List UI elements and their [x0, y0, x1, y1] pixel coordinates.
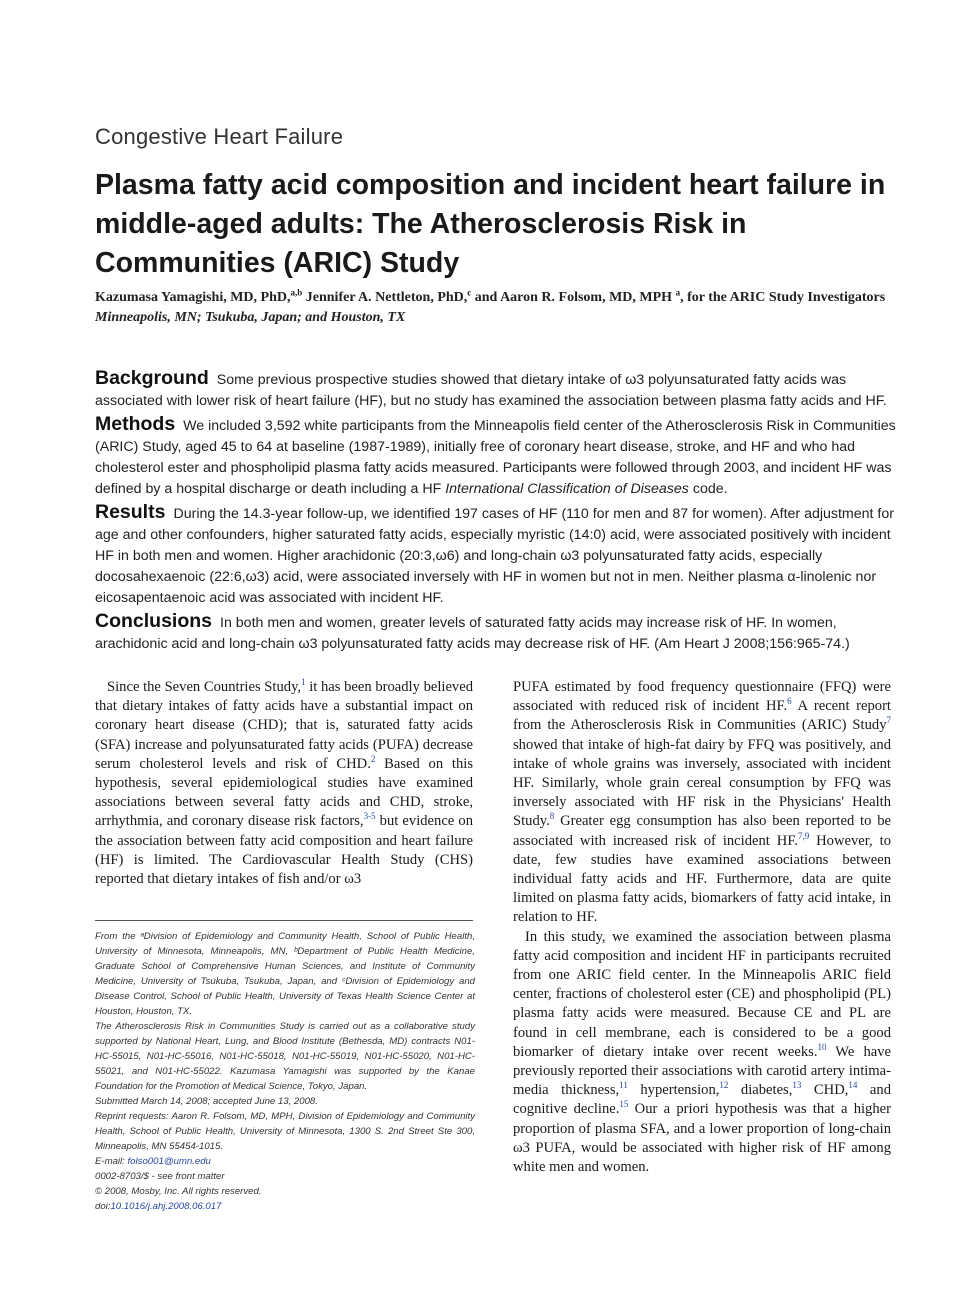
abstract-italic-term: International Classification of Diseases — [445, 481, 689, 497]
body-text: PUFA estimated by food frequency questionnaire (FFQ) were associated with reduced risk of incident HF. — [513, 679, 891, 715]
author-name: Kazumasa Yamagishi, MD, PhD, — [95, 290, 291, 305]
citation-link[interactable]: 10 — [817, 1042, 827, 1052]
abstract-conclusions — [95, 611, 905, 655]
affiliation-mark: c — [467, 287, 472, 298]
citation-link[interactable]: 13 — [792, 1080, 802, 1091]
author-group: , for the ARIC Study Investigators — [680, 290, 886, 305]
footnote-divider — [95, 920, 473, 921]
footnote-reprints: Reprint requests: Aaron R. Folsom, MD, MPH, Division of Epidemiology and Community Health, School of Public Health, University of Minnesota, 1300 S. 2nd Street Ste 300, Minneapolis, MN 55454-1015. — [95, 1111, 475, 1152]
body-text: Greater egg consumption has also been reported to be associated with increased risk of incident HF. — [513, 813, 891, 849]
footnote-funding: The Atherosclerosis Risk in Communities Study is carried out as a collaborative study supported by National Heart, Lung, and Blood Institute (Bethesda, MD) contracts N01-HC-55015, N01-HC-55016, N01-HC-55018, N01-HC-55019, N01-HC-55020, N01-HC-55021, and N01-HC-55022. Kazumasa Yamagishi was supported by the Kanae Foundation for the Promotion of Medical Science, Tokyo, Japan. — [95, 1021, 475, 1092]
doi-link[interactable]: 10.1016/j.ahj.2008.06.017 — [110, 1201, 222, 1212]
citation-link[interactable]: 7,9 — [797, 830, 810, 841]
abstract-text: In both men and women, greater levels of saturated fatty acids may increase risk of HF. In women, arachidonic acid and long-chain ω3 polyunsaturated fatty acids may decrease risk of HF. (Am Heart J 2008;156:965-74.) — [95, 615, 850, 652]
author-name: and Aaron R. Folsom, MD, MPH — [474, 290, 673, 305]
body-text: Based on this hypothesis, several epidemiological studies have examined associations between several fatty acids and CHD, stroke, arrhythmia, and coronary disease risk factors, — [95, 755, 473, 830]
citation-link[interactable]: 14 — [848, 1080, 858, 1091]
body-text: but evidence on the association between fatty acid composition and heart failure (HF) is limited. The Cardiovascular Health Study (CHS) reported that dietary intakes of fish and/or ω3 — [95, 813, 473, 888]
author-name: Jennifer A. Nettleton, PhD, — [305, 290, 468, 305]
citation-link[interactable]: 1 — [301, 677, 306, 688]
abstract-text: We included 3,592 white participants from the Minneapolis field center of the Atherosclerosis Risk in Communities (ARIC) Study, aged 45 to 64 at baseline (1987-1989), initially free of coronary heart disease, stroke, and HF and who had cholesterol ester and phospholipid plasma fatty acids measured. Participants were followed through 2003, and incident HF was defined by a hospital discharge or death including a HF — [95, 418, 896, 497]
abstract-heading: Conclusions — [95, 610, 213, 632]
footnote-copyright: © 2008, Mosby, Inc. All rights reserved. — [95, 1186, 262, 1197]
section-label: Congestive Heart Failure — [95, 124, 344, 149]
body-text: We have previously reported their associations with carotid artery intima-media thickness, — [513, 1043, 891, 1099]
footnote-affiliations: From the ᵃDivision of Epidemiology and Community Health, School of Public Health, University of Minnesota, Minneapolis, MN, ᵇDepartment of Public Health Medicine, Graduate School of Comprehensive Human Sciences, and Institute of Community Medicine, University of Tsukuba, Tsukuba, Japan, and ᶜDivision of Epidemiology and Disease Control, School of Public Health, University of Texas Health Science Center at Houston, Houston, TX. — [95, 931, 475, 1017]
body-paragraph — [513, 678, 891, 928]
abstract-text: During the 14.3-year follow-up, we identified 197 cases of HF (110 for men and 87 for women). After adjustment for age and other confounders, higher saturated fatty acids, especially myristic (14:0) acid, were associated positively with incident HF in both men and women. Higher arachidonic (20:3,ω6) and long-chain ω3 polyunsaturated fatty acids, especially docosahexaenoic (22:6,ω3) acid, were associated inversely with HF in women but not in men. Neither plasma α-linolenic nor eicosapentaenoic acid was associated with incident HF. — [95, 506, 894, 606]
body-paragraph — [513, 928, 891, 1178]
footnote-email — [95, 1154, 475, 1169]
body-text: it has been broadly believed that dietary intakes of fatty acids have a substantial impact on coronary heart disease (CHD); that is, saturated fatty acids (SFA) increase and polyunsaturated fatty acids (PUFA) decrease serum cholesterol levels and risk of CHD. — [95, 679, 473, 772]
body-text: A recent report from the Atherosclerosis Risk in Communities (ARIC) Study — [513, 698, 891, 734]
body-text: and cognitive decline. — [513, 1082, 891, 1118]
citation-link[interactable]: 11 — [619, 1080, 628, 1091]
citation-link[interactable]: 7 — [886, 715, 891, 726]
body-text: In this study, we examined the association between plasma fatty acid composition and incident HF in participants recruited from one ARIC field center. In the Minneapolis ARIC field center, fractions of cholesterol ester (CE) and phospholipid (PL) plasma fatty acids were measured. Because CE and PL are found in cell membrane, each is considered to be a good biomarker of dietary intake over recent weeks. — [513, 928, 891, 1060]
email-label: E-mail: — [95, 1156, 128, 1167]
affiliation-mark: a — [675, 287, 681, 298]
body-text: Our a priori hypothesis was that a higher proportion of plasma SFA, and a lower proportion of long-chain ω3 PUFA, would be associated with higher risk of HF among white men and women. — [513, 1101, 891, 1176]
body-text: hypertension, — [627, 1082, 720, 1099]
body-text: showed that intake of high-fat dairy by FFQ was positively, and intake of whole grains was inversely, associated with incident HF. Similarly, whole grain cereal consumption by FFQ was inversely associated with HF risk in the Physicians' Health Study. — [513, 736, 891, 830]
abstract-background — [95, 368, 905, 412]
body-text: CHD, — [801, 1082, 849, 1099]
body-text: Since the Seven Countries Study, — [107, 679, 302, 695]
footnote-doi — [95, 1199, 475, 1214]
body-text: diabetes, — [728, 1082, 793, 1099]
body-text: However, to date, few studies have examined associations between individual fatty acids and HF. Furthermore, data are quite limited on plasma fatty acids, biomarkers of fatty acid intake, in relation to HF. — [513, 832, 891, 926]
footnote-dates: Submitted March 14, 2008; accepted June 13, 2008. — [95, 1096, 318, 1107]
abstract — [95, 368, 905, 657]
citation-link[interactable]: 6 — [787, 696, 792, 707]
citation-link[interactable]: 15 — [619, 1099, 629, 1110]
citation-link[interactable]: 8 — [549, 811, 555, 822]
body-column-left — [95, 678, 473, 889]
abstract-heading: Methods — [95, 413, 176, 435]
footnotes — [95, 929, 475, 1214]
abstract-methods — [95, 414, 905, 500]
footnote-issn: 0002-8703/$ - see front matter — [95, 1171, 225, 1182]
article-title: Plasma fatty acid composition and incident heart failure in middle-aged adults: The Atherosclerosis Risk in Communities (ARIC) Study — [95, 169, 886, 279]
author-locations: Minneapolis, MN; Tsukuba, Japan; and Houston, TX — [95, 309, 406, 325]
body-column-right — [513, 678, 891, 1177]
abstract-text: code. — [692, 481, 728, 497]
citation-link[interactable]: 12 — [719, 1080, 729, 1091]
abstract-text: Some previous prospective studies showed that dietary intake of ω3 polyunsaturated fatty acids was associated with lower risk of heart failure (HF), but no study has examined the association between plasma fatty acids and HF. — [95, 372, 887, 409]
author-list — [95, 288, 895, 327]
abstract-heading: Results — [95, 501, 166, 523]
email-link[interactable]: folso001@umn.edu — [127, 1156, 211, 1167]
body-paragraph — [95, 678, 473, 889]
doi-label: doi: — [95, 1201, 111, 1212]
citation-link[interactable]: 3-5 — [363, 811, 376, 822]
citation-link[interactable]: 2 — [370, 753, 376, 764]
affiliation-mark: a,b — [290, 287, 303, 298]
abstract-heading: Background — [95, 367, 209, 389]
abstract-results — [95, 502, 905, 609]
